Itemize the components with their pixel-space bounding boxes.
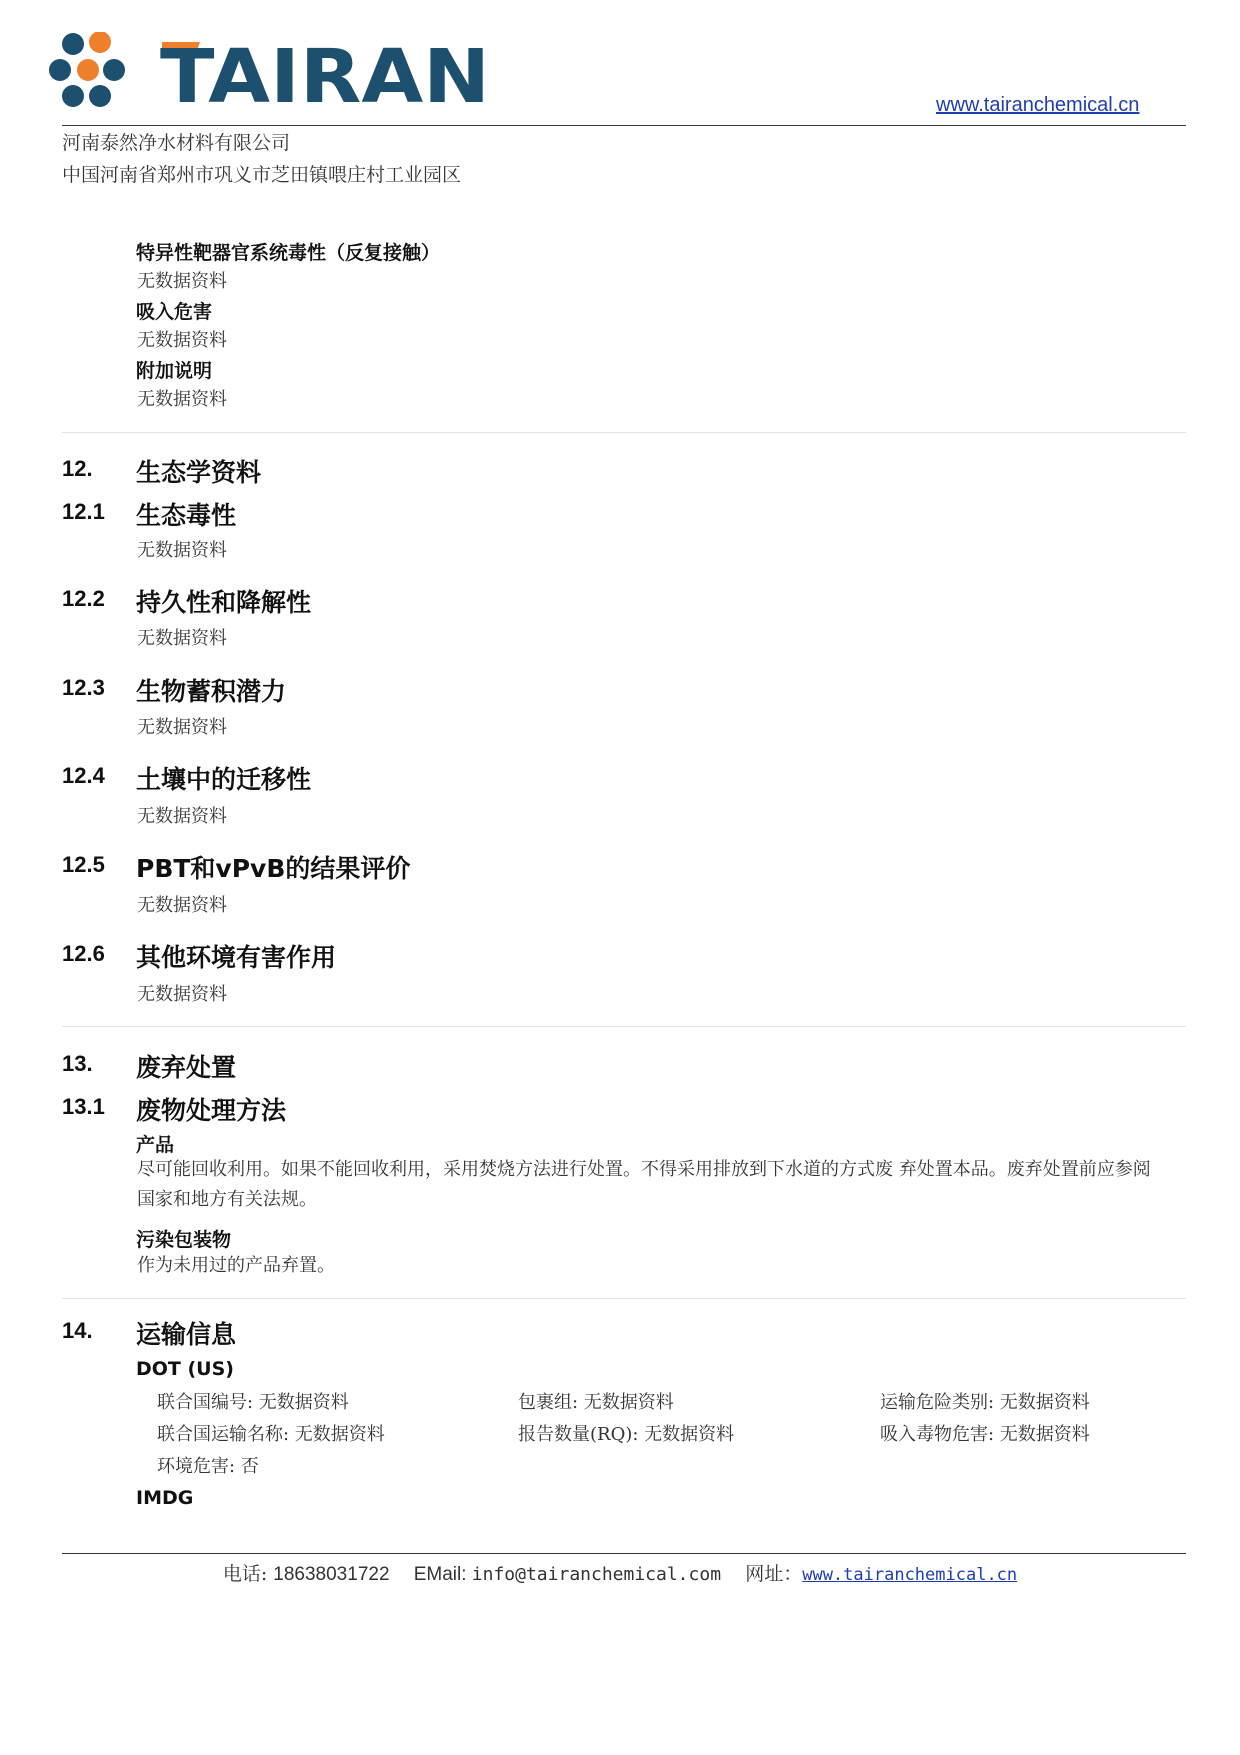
company-address: 中国河南省郑州市巩义市芝田镇喂庄村工业园区 [62, 164, 462, 186]
section-13-1-title: 废物处理方法 [136, 1096, 287, 1125]
section-12-2-number: 12.2 [62, 586, 105, 611]
web-label: 网址： [745, 1563, 803, 1585]
section-12-4-number: 12.4 [62, 763, 105, 788]
section-12-title: 生态学资料 [136, 458, 262, 487]
environmental-hazard: 环境危害: 否 [157, 1456, 259, 1477]
section-13-title: 废弃处置 [136, 1053, 237, 1082]
transport-hazard-class: 运输危险类别: 无数据资料 [880, 1392, 1090, 1413]
section-12-3-number: 12.3 [62, 675, 105, 700]
logo-text: TAIRAN [160, 36, 490, 108]
section-12-3-title: 生物蓄积潜力 [136, 677, 287, 706]
section-12-6-value: 无数据资料 [137, 984, 227, 1005]
section-12-3-value: 无数据资料 [137, 717, 227, 738]
section-12-1-value: 无数据资料 [137, 540, 227, 561]
section-12-5-number: 12.5 [62, 852, 105, 877]
packaging-label: 污染包装物 [136, 1229, 232, 1251]
section-divider [62, 432, 1186, 433]
section-12-6-title: 其他环境有害作用 [136, 943, 337, 972]
section-12-4-title: 土壤中的迁移性 [136, 765, 312, 794]
stot-repeated-label: 特异性靶器官系统毒性（反复接触） [136, 242, 441, 264]
section-14-number: 14. [62, 1318, 93, 1343]
company-name: 河南泰然净水材料有限公司 [62, 132, 291, 154]
inhalation-hazard: 吸入毒物危害: 无数据资料 [880, 1424, 1090, 1445]
section-divider [62, 1298, 1186, 1299]
product-label: 产品 [136, 1134, 175, 1156]
footer-contact [0, 1559, 1240, 1586]
email-address[interactable]: info@tairanchemical.com [471, 1564, 722, 1585]
stot-repeated-value: 无数据资料 [137, 271, 227, 292]
section-12-2-value: 无数据资料 [137, 628, 227, 649]
email-label: EMail: [413, 1564, 472, 1585]
packing-group: 包裹组: 无数据资料 [518, 1392, 674, 1413]
section-12-5-title: PBT和vPvB的结果评价 [136, 854, 411, 883]
header-divider [62, 125, 1186, 126]
additional-info-value: 无数据资料 [137, 389, 227, 410]
section-12-5-value: 无数据资料 [137, 895, 227, 916]
un-number: 联合国编号: 无数据资料 [157, 1392, 349, 1413]
aspiration-hazard-value: 无数据资料 [137, 330, 227, 351]
packaging-disposal-text: 作为未用过的产品弃置。 [137, 1255, 335, 1276]
company-logo [160, 36, 496, 108]
section-divider [62, 1026, 1186, 1027]
footer-website-link[interactable]: www.tairanchemical.cn [802, 1565, 1018, 1585]
section-12-1-number: 12.1 [62, 499, 105, 524]
imdg-label: IMDG [136, 1487, 194, 1509]
section-12-4-value: 无数据资料 [137, 806, 227, 827]
section-12-2-title: 持久性和降解性 [136, 588, 312, 617]
reportable-quantity: 报告数量(RQ): 无数据资料 [518, 1424, 735, 1445]
phone-label: 电话: [222, 1563, 274, 1585]
section-13-1-number: 13.1 [62, 1094, 105, 1119]
website-link[interactable]: www.tairanchemical.cn [936, 94, 1140, 116]
footer-divider [62, 1553, 1186, 1554]
section-13-number: 13. [62, 1051, 93, 1076]
logo-dots-icon [48, 32, 138, 117]
aspiration-hazard-label: 吸入危害 [136, 301, 213, 323]
section-14-title: 运输信息 [136, 1320, 237, 1349]
additional-info-label: 附加说明 [136, 360, 213, 382]
section-12-1-title: 生态毒性 [136, 501, 237, 530]
phone-number: 18638031722 [273, 1564, 390, 1585]
section-12-6-number: 12.6 [62, 941, 105, 966]
un-proper-shipping-name: 联合国运输名称: 无数据资料 [157, 1424, 385, 1445]
dot-us-label: DOT (US) [136, 1358, 234, 1380]
section-12-number: 12. [62, 456, 93, 481]
product-disposal-text: 尽可能回收利用。如果不能回收利用，采用焚烧方法进行处置。不得采用排放到下水道的方式废 弃处置本品。废弃处置前应参阅国家和地方有关法规。 [137, 1159, 1151, 1210]
